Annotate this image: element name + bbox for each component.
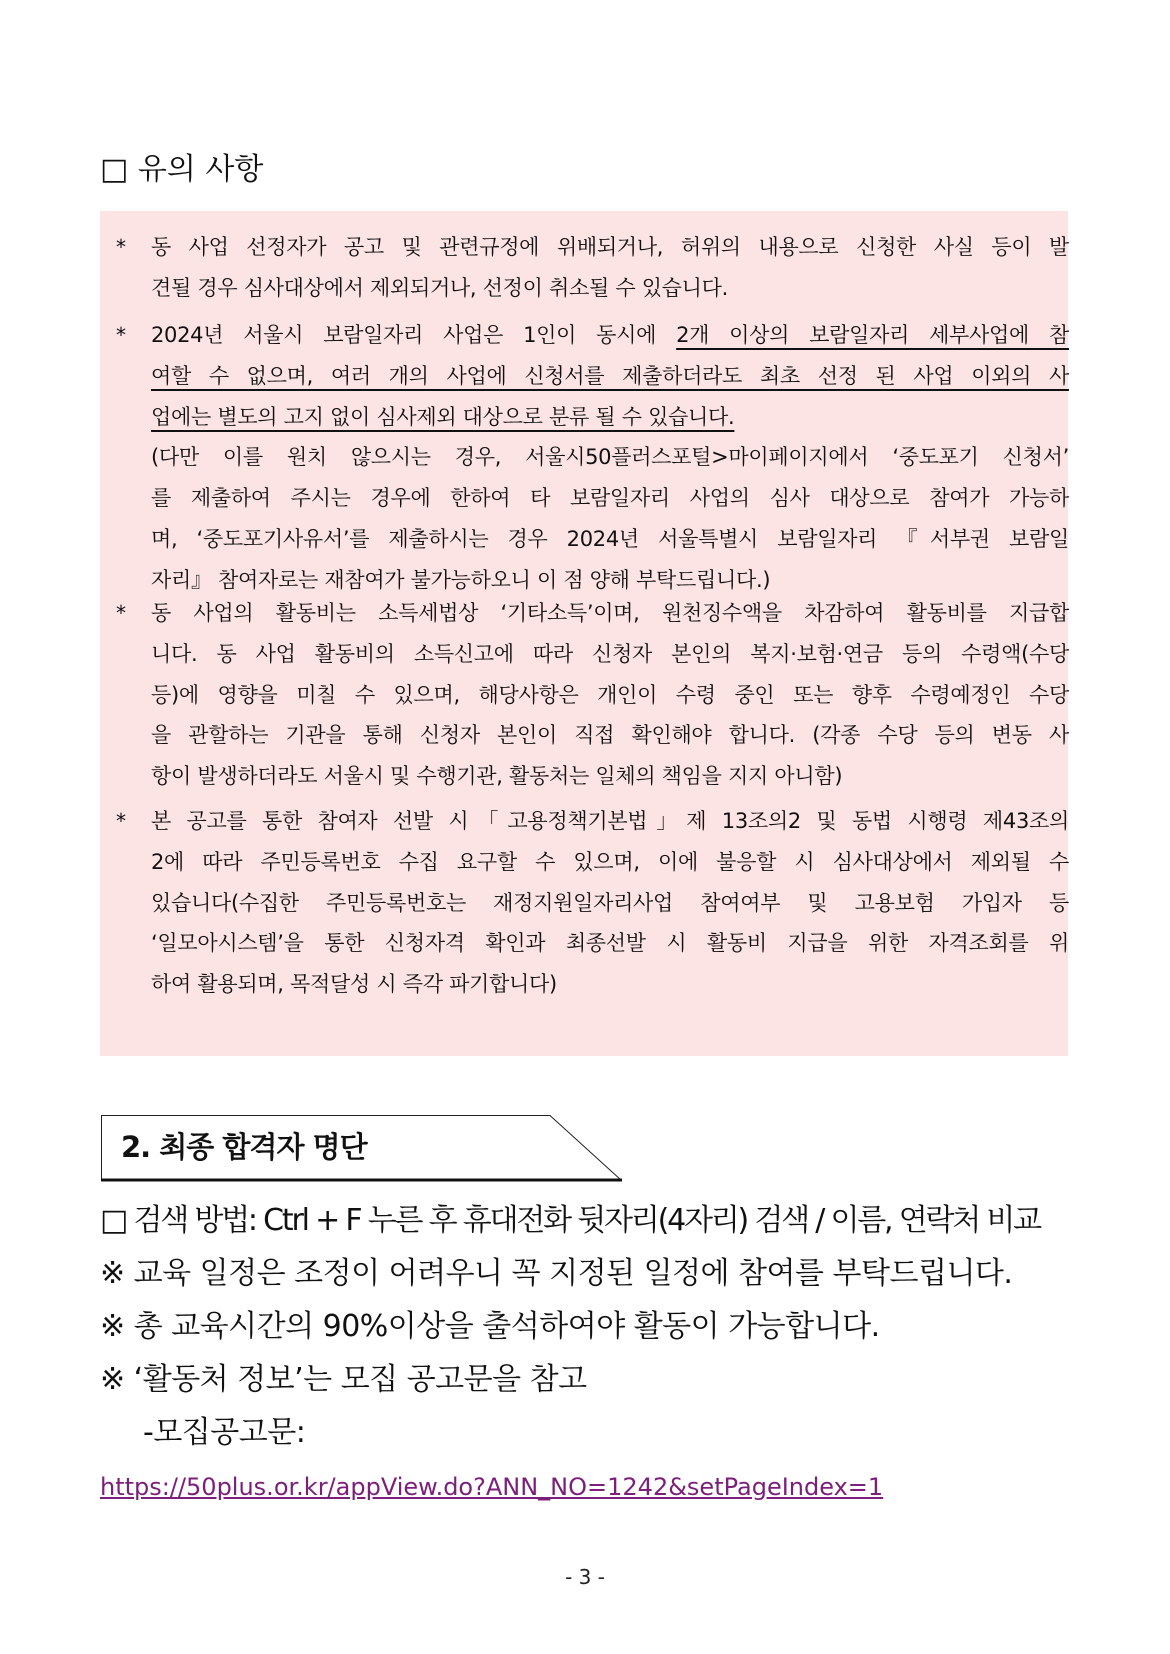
text-line <box>151 315 1069 356</box>
notice-paragraph <box>151 227 1069 309</box>
text-line <box>151 227 1069 268</box>
text-line <box>151 801 1069 842</box>
search-method-text: □ 검색 방법: Ctrl + F 누른 후 휴대전화 뒷자리(4자리) 검색 / 이름, 연락처 비교 <box>100 1203 1040 1238</box>
notice-bullet <box>116 801 1068 1005</box>
text-segment: 자리』 참여자로는 재참여가 불가능하오니 이 점 양해 부탁드립니다.) <box>151 567 771 592</box>
bullet-marker: * <box>116 323 126 347</box>
text-segment: 견될 경우 심사대상에서 제외되거나, 선정이 취소될 수 있습니다. <box>151 275 729 300</box>
notice-paragraph <box>151 593 1069 797</box>
notice-bullet <box>116 227 1068 309</box>
text-line <box>151 756 1069 797</box>
underlined-text: 업에는 별도의 고지 없이 심사제외 대상으로 분류 될 수 있습니다. <box>151 404 735 429</box>
underlined-text: 2개 이상의 보람일자리 세부사업에 참 <box>676 323 1069 347</box>
text-line <box>151 675 1069 716</box>
notice-paragraph <box>151 801 1069 1005</box>
text-line <box>151 478 1069 519</box>
section-header <box>101 1115 622 1180</box>
note-attendance: ※ 총 교육시간의 90%이상을 출석하여야 활동이 가능합니다. <box>100 1309 880 1344</box>
text-segment: 동 사업의 활동비는 소득세법상 ‘기타소득’이며, 원천징수액을 차감하여 활동비를 지급합 <box>151 601 1069 625</box>
text-segment: 니다. 동 사업 활동비의 소득신고에 따라 신청자 본인의 복지·보험·연금 등의 수령액(수당 <box>151 641 1069 666</box>
page-number: - 3 - <box>565 1565 605 1589</box>
notice-box <box>100 211 1068 1056</box>
text-line <box>151 634 1069 675</box>
bullet-marker: * <box>116 809 126 833</box>
text-segment: 2에 따라 주민등록번호 수집 요구할 수 있으며, 이에 불응할 시 심사대상에서 제외될 수 <box>151 849 1069 874</box>
notice-section-title: □ 유의 사항 <box>100 152 264 187</box>
text-segment: 있습니다(수집한 주민등록번호는 재정지원일자리사업 참여여부 및 고용보험 가입자 등 <box>151 890 1069 915</box>
section-title: 2. 최종 합격자 명단 <box>121 1130 367 1164</box>
bullet-marker: * <box>116 601 126 625</box>
announcement-label: -모집공고문: <box>143 1415 306 1450</box>
text-segment: 하여 활용되며, 목적달성 시 즉각 파기합니다) <box>151 972 557 997</box>
text-segment: 를 제출하여 주시는 경우에 한하여 타 보람일자리 사업의 심사 대상으로 참여가 가능하 <box>151 486 1069 511</box>
notice-bullet <box>116 593 1068 797</box>
text-line <box>151 593 1069 634</box>
text-line <box>151 268 1069 309</box>
text-line <box>151 397 1069 438</box>
text-line <box>151 356 1069 397</box>
text-segment: 본 공고를 통한 참여자 선발 시「고용정책기본법」제 13조의2 및 동법 시행령 제43조의 <box>151 809 1069 833</box>
text-line <box>151 883 1069 924</box>
text-line <box>151 923 1069 964</box>
text-segment: (다만 이를 원치 않으시는 경우, 서울시50플러스포털>마이페이지에서 ‘중도포기 신청서’ <box>151 445 1069 470</box>
text-segment: 며, ‘중도포기사유서’를 제출하시는 경우 2024년 서울특별시 보람일자리 『서부권 보람일 <box>151 526 1069 551</box>
text-line <box>151 437 1069 478</box>
underlined-text: 여할 수 없으며, 여러 개의 사업에 신청서를 제출하더라도 최초 선정 된 사업 이외의 사 <box>151 363 1069 388</box>
text-line <box>151 519 1069 560</box>
notice-bullet <box>116 315 1068 601</box>
announcement-link[interactable]: https://50plus.or.kr/appView.do?ANN_NO=1242&setPageIndex=1 <box>100 1473 884 1501</box>
text-line <box>151 715 1069 756</box>
text-segment: 을 관할하는 기관을 통해 신청자 본인이 직접 확인해야 합니다. (각종 수당 등의 변동 사 <box>151 723 1069 748</box>
bullet-marker: * <box>116 235 126 259</box>
text-segment: 2024년 서울시 보람일자리 사업은 1인이 동시에 <box>151 323 677 347</box>
note-activity-info: ※ ‘활동처 정보’는 모집 공고문을 참고 <box>100 1362 587 1397</box>
text-line <box>151 842 1069 883</box>
notice-paragraph <box>151 437 1069 600</box>
notice-paragraph <box>151 315 1069 437</box>
text-line <box>151 964 1069 1005</box>
note-schedule: ※ 교육 일정은 조정이 어려우니 꼭 지정된 일정에 참여를 부탁드립니다. <box>100 1256 1013 1291</box>
text-segment: 동 사업 선정자가 공고 및 관련규정에 위배되거나, 허위의 내용으로 신청한 사실 등이 발 <box>151 235 1069 259</box>
text-segment: 항이 발생하더라도 서울시 및 수행기관, 활동처는 일체의 책임을 지지 아니함) <box>151 764 843 789</box>
text-segment: 등)에 영향을 미칠 수 있으며, 해당사항은 개인이 수령 중인 또는 향후 수령예정인 수당 <box>151 682 1069 707</box>
text-segment: ‘일모아시스템’을 통한 신청자격 확인과 최종선발 시 활동비 지급을 위한 자격조회를 위 <box>151 931 1069 956</box>
